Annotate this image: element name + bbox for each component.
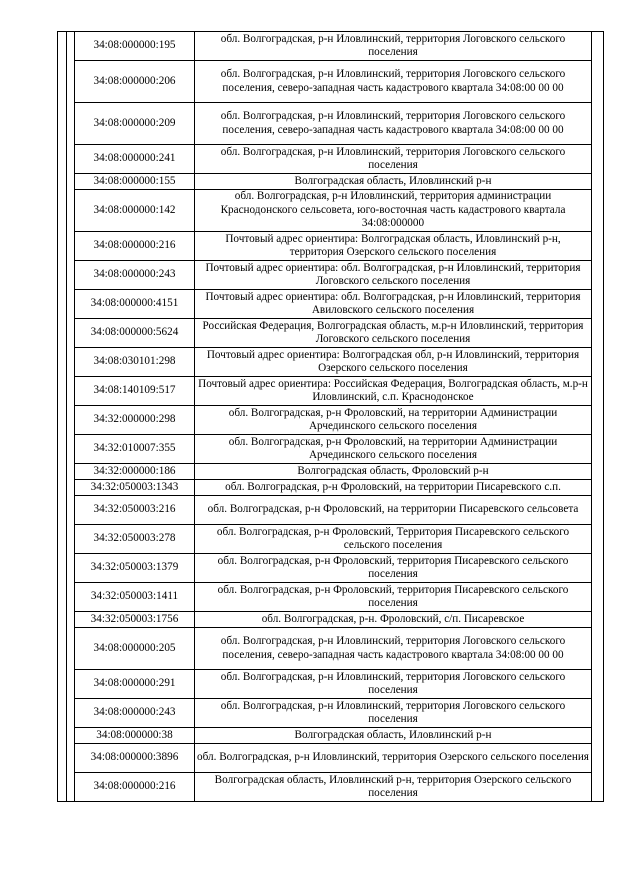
table-row [58,348,604,377]
table-row [58,377,604,406]
cadastral-number-cell: 34:32:000000:186 [75,464,195,480]
table-row [58,628,604,670]
cadastral-table-body [58,32,604,802]
cadastral-number-cell: 34:32:050003:1756 [75,612,195,628]
address-cell: Почтовый адрес ориентира: обл. Волгоградская, р-н Иловлинский, территория Логовского сельского поселения [195,261,592,290]
address-cell: Почтовый адрес ориентира: обл. Волгоградская, р-н Иловлинский, территория Авиловского сельского поселения [195,290,592,319]
address-cell: Почтовый адрес ориентира: Российская Федерация, Волгоградская область, м.р-н Иловлинский, с.п. Краснодонское [195,377,592,406]
cadastral-number-cell: 34:08:000000:243 [75,261,195,290]
cadastral-table [57,31,604,802]
table-row [58,699,604,728]
table-row [58,744,604,773]
address-cell: обл. Волгоградская, р-н Иловлинский, территория Логовского сельского поселения, северо-западная часть кадастрового квартала 34:08:00 00 00 [195,628,592,670]
cadastral-number-cell: 34:32:050003:278 [75,525,195,554]
trailing-column [592,32,604,802]
table-row [58,61,604,103]
address-cell: обл. Волгоградская, р-н Фроловский, на территории Писаревского сельсовета [195,496,592,525]
cadastral-number-cell: 34:08:030101:298 [75,348,195,377]
address-cell: обл. Волгоградская, р-н Фроловский, на территории Администрации Арчединского сельского поселения [195,406,592,435]
table-row [58,773,604,802]
address-cell: обл. Волгоградская, р-н Фроловский, территория Писаревского сельского поселения [195,554,592,583]
cadastral-number-cell: 34:32:050003:1379 [75,554,195,583]
table-row [58,32,604,61]
address-cell: Волгоградская область, Иловлинский р-н [195,174,592,190]
address-cell: обл. Волгоградская, р-н Фроловский, Территория Писаревского сельского сельского поселения [195,525,592,554]
address-cell: обл. Волгоградская, р-н Фроловский, территория Писаревского сельского поселения [195,583,592,612]
cadastral-number-cell: 34:08:000000:243 [75,699,195,728]
address-cell: обл. Волгоградская, р-н Иловлинский, территория Логовского сельского поселения [195,699,592,728]
address-cell: Волгоградская область, Фроловский р-н [195,464,592,480]
cadastral-number-cell: 34:08:000000:142 [75,190,195,232]
address-cell: обл. Волгоградская, р-н Иловлинский, территория Озерского сельского поселения [195,744,592,773]
address-cell: Почтовый адрес ориентира: Волгоградская обл, р-н Иловлинский, территория Озерского сельского поселения [195,348,592,377]
table-row [58,496,604,525]
table-row [58,232,604,261]
table-row [58,670,604,699]
table-row [58,261,604,290]
cadastral-number-cell: 34:08:000000:216 [75,773,195,802]
table-row [58,406,604,435]
address-cell: обл. Волгоградская, р-н Иловлинский, территория администрации Краснодонского сельсовета, юго-восточная часть кадастрового квартала 34:08:000000 [195,190,592,232]
cadastral-number-cell: 34:08:000000:216 [75,232,195,261]
address-cell: обл. Волгоградская, р-н Иловлинский, территория Логовского сельского поселения [195,145,592,174]
table-row [58,554,604,583]
table-row [58,145,604,174]
table-row [58,480,604,496]
table-row [58,174,604,190]
address-cell: обл. Волгоградская, р-н. Фроловский, с/п. Писаревское [195,612,592,628]
cadastral-number-cell: 34:08:000000:206 [75,61,195,103]
table-row [58,290,604,319]
margin-column-inner [67,32,75,802]
table-row [58,435,604,464]
cadastral-number-cell: 34:08:000000:155 [75,174,195,190]
cadastral-number-cell: 34:08:000000:4151 [75,290,195,319]
address-cell: обл. Волгоградская, р-н Фроловский, на территории Писаревского с.п. [195,480,592,496]
address-cell: обл. Волгоградская, р-н Иловлинский, территория Логовского сельского поселения, северо-западная часть кадастрового квартала 34:08:00 00 00 [195,61,592,103]
address-cell: Волгоградская область, Иловлинский р-н, территория Озерского сельского поселения [195,773,592,802]
address-cell: Российская Федерация, Волгоградская область, м.р-н Иловлинский, территория Логовского сельского поселения [195,319,592,348]
cadastral-number-cell: 34:08:000000:209 [75,103,195,145]
cadastral-number-cell: 34:08:140109:517 [75,377,195,406]
cadastral-number-cell: 34:32:010007:355 [75,435,195,464]
address-cell: обл. Волгоградская, р-н Фроловский, на территории Администрации Арчединского сельского поселения [195,435,592,464]
table-row [58,525,604,554]
cadastral-number-cell: 34:32:050003:216 [75,496,195,525]
cadastral-number-cell: 34:08:000000:205 [75,628,195,670]
table-row [58,103,604,145]
margin-column-outer [58,32,67,802]
table-row [58,612,604,628]
address-cell: обл. Волгоградская, р-н Иловлинский, территория Логовского сельского поселения, северо-западная часть кадастрового квартала 34:08:00 00 00 [195,103,592,145]
table-row [58,728,604,744]
cadastral-number-cell: 34:08:000000:291 [75,670,195,699]
cadastral-number-cell: 34:32:050003:1411 [75,583,195,612]
table-row [58,319,604,348]
cadastral-number-cell: 34:32:000000:298 [75,406,195,435]
address-cell: обл. Волгоградская, р-н Иловлинский, территория Логовского сельского поселения [195,32,592,61]
cadastral-number-cell: 34:08:000000:38 [75,728,195,744]
cadastral-number-cell: 34:08:000000:5624 [75,319,195,348]
table-row [58,464,604,480]
address-cell: Почтовый адрес ориентира: Волгоградская область, Иловлинский р-н, территория Озерского сельского поселения [195,232,592,261]
address-cell: Волгоградская область, Иловлинский р-н [195,728,592,744]
table-row [58,583,604,612]
cadastral-number-cell: 34:08:000000:241 [75,145,195,174]
address-cell: обл. Волгоградская, р-н Иловлинский, территория Логовского сельского поселения [195,670,592,699]
cadastral-number-cell: 34:08:000000:195 [75,32,195,61]
cadastral-number-cell: 34:08:000000:3896 [75,744,195,773]
cadastral-number-cell: 34:32:050003:1343 [75,480,195,496]
table-row [58,190,604,232]
